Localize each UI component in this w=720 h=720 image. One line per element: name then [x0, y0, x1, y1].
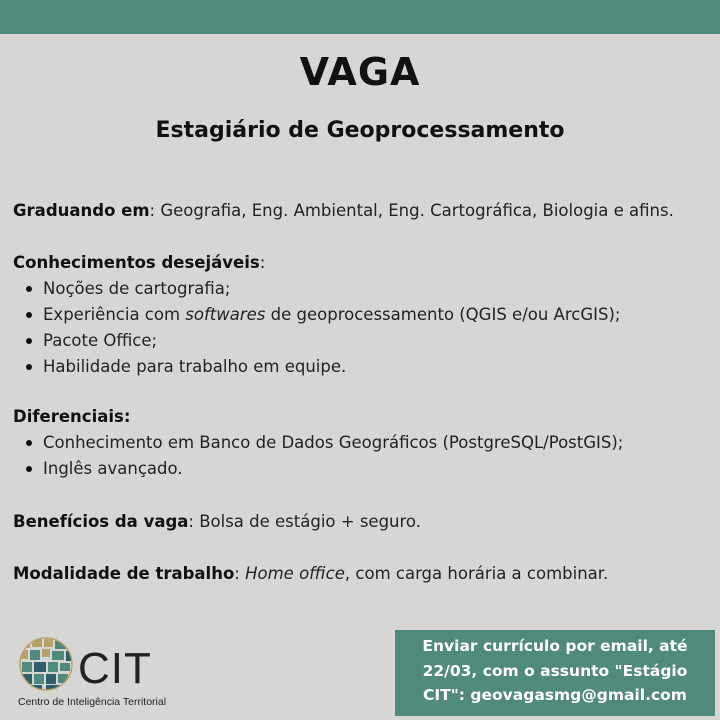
- graduando-section: [13, 198, 674, 224]
- list-item: Experiência com softwares de geoprocessamento (QGIS e/ou ArcGIS);: [13, 302, 620, 328]
- page-title: VAGA: [299, 50, 421, 94]
- logo-wordmark: CIT: [78, 644, 152, 693]
- beneficios-section: [13, 509, 421, 535]
- conhecimentos-section: [13, 250, 620, 380]
- globe-grid-icon: [18, 636, 74, 692]
- modalidade-text: , com carga horária a combinar.: [344, 564, 609, 583]
- conhecimentos-list: [13, 276, 620, 380]
- top-accent-bar: [0, 0, 720, 34]
- list-item: Conhecimento em Banco de Dados Geográficos (PostgreSQL/PostGIS);: [13, 430, 623, 456]
- graduando-label: Graduando em: [13, 201, 150, 220]
- diferenciais-section: [13, 404, 623, 482]
- cta-line: 22/03, com o assunto "Estágio: [422, 661, 688, 680]
- job-subtitle: Estagiário de Geoprocessamento: [155, 118, 565, 143]
- conhecimentos-heading: Conhecimentos desejáveis:: [13, 253, 266, 272]
- logo-subtitle: Centro de Inteligência Territorial: [18, 696, 167, 708]
- modalidade-section: Modalidade de trabalho: Home office, com carga horária a combinar.: [13, 564, 609, 583]
- list-item: Pacote Office;: [13, 328, 620, 354]
- list-item: Inglês avançado.: [13, 456, 623, 482]
- graduando-text: : Geografia, Eng. Ambiental, Eng. Cartográfica, Biologia e afins.: [149, 201, 674, 220]
- cta-line: CIT": geovagasmg@gmail.com: [423, 686, 687, 704]
- modalidade-label: Modalidade de trabalho: [13, 564, 235, 583]
- diferenciais-label: Diferenciais:: [13, 407, 131, 426]
- cta-line: Enviar currículo por email, até: [422, 637, 688, 655]
- cta-box: [395, 630, 715, 716]
- beneficios-label: Benefícios da vaga: [13, 512, 189, 531]
- beneficios-text: : Bolsa de estágio + seguro.: [188, 512, 421, 531]
- list-item: Noções de cartografia;: [13, 276, 620, 302]
- conhecimentos-label: Conhecimentos desejáveis: [13, 253, 260, 272]
- cit-logo: [18, 636, 178, 716]
- diferenciais-list: [13, 430, 623, 482]
- list-item: Habilidade para trabalho em equipe.: [13, 354, 620, 380]
- modalidade-emphasis: Home office: [245, 564, 345, 583]
